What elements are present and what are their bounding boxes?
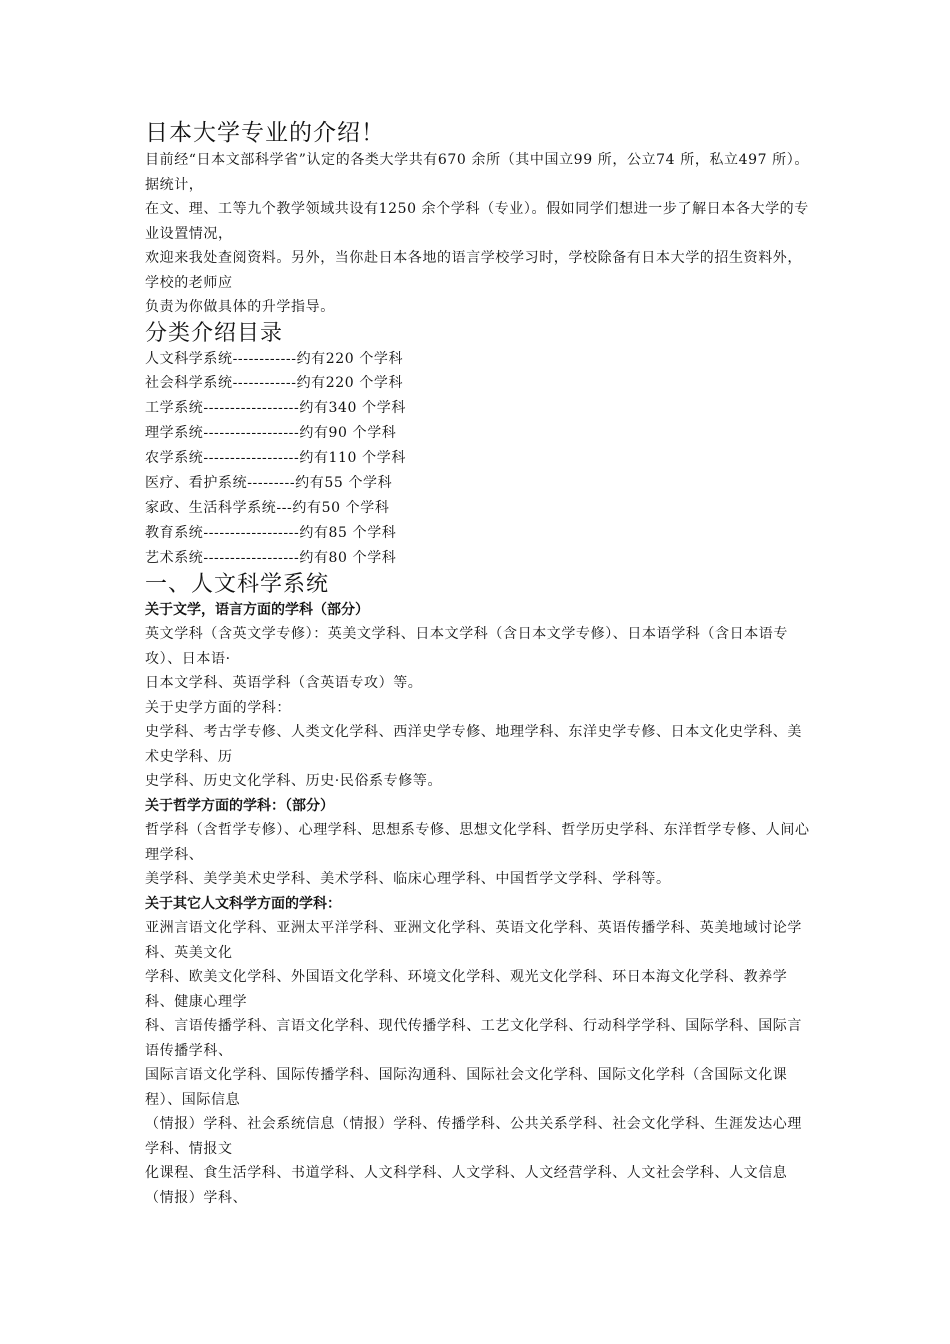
toc-item: 人文科学系统------------约有220 个学科 — [145, 350, 404, 367]
philosophy-paragraph-2: 美学科、美学美术史学科、美术学科、临床心理学科、中国哲学文学科、学科等。 — [145, 871, 671, 888]
intro-paragraph-2: 在文、理、工等九个教学领域共设有1250 余个学科（专业）。假如同学们想进一步了解日本各大学的专业设置情况， — [145, 201, 809, 242]
document-page — [145, 118, 813, 1210]
other-paragraph-6: 化课程、食生活学科、书道学科、人文科学科、人文学科、人文经营学科、人文社会学科、人文信息（情报）学科、 — [145, 1165, 788, 1206]
document-title: 日本大学专业的介绍！ — [145, 120, 385, 146]
history-paragraph-1: 史学科、考古学专修、人类文化学科、西洋史学专修、地理学科、东洋史学专修、日本文化史学科、美术史学科、历 — [145, 724, 802, 765]
toc-list — [145, 347, 813, 571]
toc-item: 理学系统------------------约有90 个学科 — [145, 425, 397, 442]
other-paragraph-3: 科、言语传播学科、言语文化学科、现代传播学科、工艺文化学科、行动科学学科、国际学科、国际言语传播学科、 — [145, 1018, 802, 1059]
intro-paragraph-4: 负责为你做具体的升学指导。 — [145, 299, 335, 315]
section-heading-humanities: 一、人文科学系统 — [145, 571, 330, 597]
other-paragraph-4: 国际言语文化学科、国际传播学科、国际沟通科、国际社会文化学科、国际文化学科（含国际文化课程）、国际信息 — [145, 1067, 788, 1108]
subheading-philosophy: 关于哲学方面的学科：（部分） — [145, 797, 334, 814]
toc-item: 艺术系统------------------约有80 个学科 — [145, 549, 397, 566]
toc-item: 社会科学系统------------约有220 个学科 — [145, 375, 404, 392]
intro-paragraph-3: 欢迎来我处查阅资料。另外，当你赴日本各地的语言学校学习时，学校除备有日本大学的招生资料外，学校的老师应 — [145, 250, 802, 291]
subheading-history: 关于史学方面的学科： — [145, 699, 291, 716]
literature-paragraph-1: 英文学科（含英文学专修）：英美文学科、日本文学科（含日本文学专修）、日本语学科（含日本语专攻）、日本语· — [145, 626, 788, 667]
toc-item: 工学系统------------------约有340 个学科 — [145, 400, 406, 417]
intro-paragraph-1: 目前经“日本文部科学省”认定的各类大学共有670 余所（其中国立99 所，公立74 所，私立497 所）。据统计， — [145, 152, 809, 193]
literature-paragraph-2: 日本文学科、英语学科（含英语专攻）等。 — [145, 675, 423, 692]
toc-item: 医疗、看护系统---------约有55 个学科 — [145, 474, 393, 491]
toc-item: 家政、生活科学系统---约有50 个学科 — [145, 499, 390, 516]
philosophy-paragraph-1: 哲学科（含哲学专修）、心理学科、思想系专修、思想文化学科、哲学历史学科、东洋哲学专修、人间心理学科、 — [145, 822, 810, 863]
toc-heading: 分类介绍目录 — [145, 320, 284, 346]
subheading-literature: 关于文学，语言方面的学科（部分） — [145, 601, 369, 618]
toc-item: 教育系统------------------约有85 个学科 — [145, 524, 397, 541]
subheading-other-humanities: 关于其它人文科学方面的学科： — [145, 895, 341, 912]
other-paragraph-2: 学科、欧美文化学科、外国语文化学科、环境文化学科、观光文化学科、环日本海文化学科、教养学科、健康心理学 — [145, 969, 788, 1010]
other-paragraph-5: （情报）学科、社会系统信息（情报）学科、传播学科、公共关系学科、社会文化学科、生涯发达心理学科、情报文 — [145, 1116, 802, 1157]
other-paragraph-1: 亚洲言语文化学科、亚洲太平洋学科、亚洲文化学科、英语文化学科、英语传播学科、英美地域讨论学科、英美文化 — [145, 920, 802, 961]
history-paragraph-2: 史学科、历史文化学科、历史·民俗系专修等。 — [145, 773, 443, 790]
toc-item: 农学系统------------------约有110 个学科 — [145, 450, 406, 467]
